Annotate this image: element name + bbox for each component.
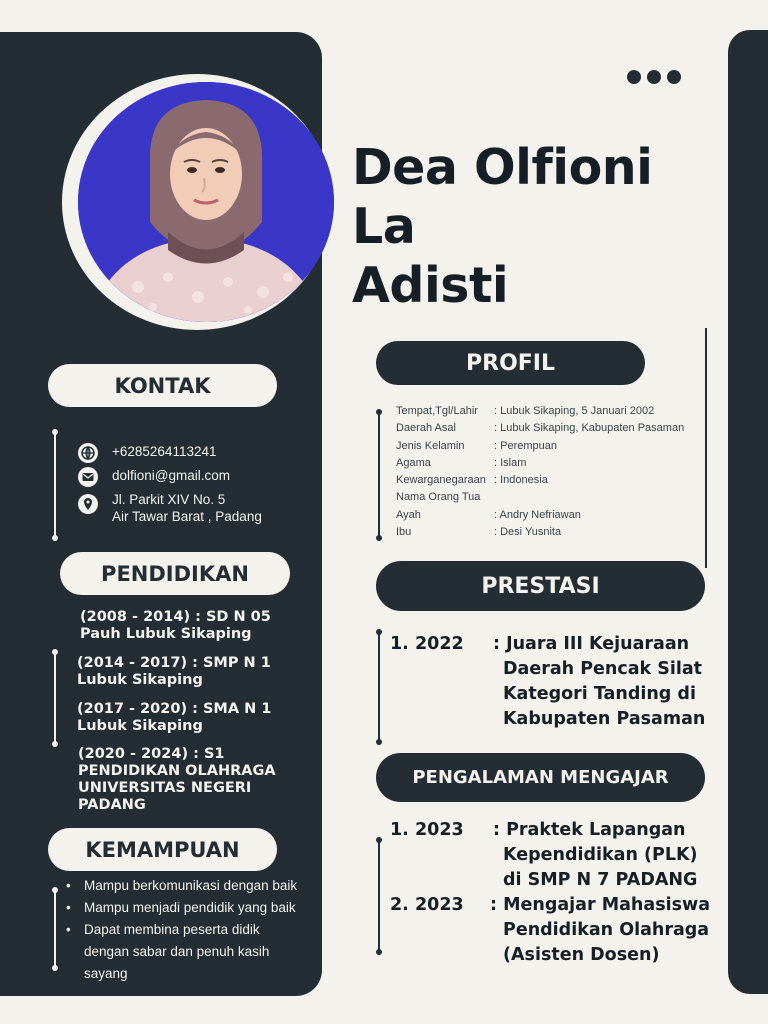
teaching-num: 1. bbox=[390, 820, 409, 840]
skill-item: • Mampu menjadi pendidik yang baik bbox=[66, 900, 296, 915]
name-line-1: Dea Olfioni La bbox=[352, 139, 653, 255]
teaching-desc: : Mengajar Mahasiswa Pendidikan Olahraga (Asisten Dosen) bbox=[490, 895, 710, 965]
kemampuan-heading: KEMAMPUAN bbox=[48, 828, 277, 871]
profil-right-line bbox=[705, 328, 707, 568]
kontak-heading: KONTAK bbox=[48, 364, 277, 407]
profile-row: Ayah : Andry Nefriawan bbox=[396, 509, 581, 521]
profile-row: Agama : Islam bbox=[396, 457, 527, 469]
kemampuan-timeline bbox=[54, 890, 56, 968]
contact-phone bbox=[78, 443, 217, 463]
profile-row: Jenis Kelamin : Perempuan bbox=[396, 440, 557, 452]
education-item: (2017 - 2020) : SMA N 1 Lubuk Sikaping bbox=[77, 701, 272, 734]
teaching-desc: : Praktek Lapangan Kependidikan (PLK) di SMP N 7 PADANG bbox=[493, 820, 698, 890]
pengalaman-timeline bbox=[378, 840, 380, 952]
teaching-year: 2023 bbox=[415, 820, 464, 840]
profile-row: Tempat,Tgl/Lahir : Lubuk Sikaping, 5 Januari 2002 bbox=[396, 405, 655, 417]
profil-timeline bbox=[378, 412, 380, 538]
profile-row: Nama Orang Tua bbox=[396, 491, 481, 503]
globe-icon bbox=[78, 443, 98, 463]
teaching-year: 2023 bbox=[415, 895, 464, 915]
profile-row: Kewarganegaraan : Indonesia bbox=[396, 474, 548, 486]
contact-address bbox=[78, 491, 262, 525]
contact-email-text: dolfioni@gmail.com bbox=[112, 468, 230, 483]
location-pin-icon bbox=[78, 494, 98, 514]
profile-photo bbox=[78, 82, 334, 322]
right-strip bbox=[728, 30, 768, 994]
name-line-2: Adisti bbox=[352, 257, 509, 314]
pendidikan-heading: PENDIDIKAN bbox=[60, 552, 290, 595]
full-name bbox=[352, 138, 732, 315]
prestasi-heading: PRESTASI bbox=[376, 561, 705, 611]
profile-row: Ibu : Desi Yusnita bbox=[396, 526, 562, 538]
profile-row: Daerah Asal : Lubuk Sikaping, Kabupaten Pasaman bbox=[396, 422, 685, 434]
contact-email bbox=[78, 467, 230, 487]
skill-item: • Mampu berkomunikasi dengan baik bbox=[66, 878, 298, 893]
prestasi-timeline bbox=[378, 632, 380, 742]
address-line-1: Jl. Parkit XIV No. 5 bbox=[112, 492, 226, 507]
address-line-2: Air Tawar Barat , Padang bbox=[112, 509, 262, 524]
achievement-year: 2022 bbox=[415, 634, 464, 654]
contact-phone-text: +6285264113241 bbox=[112, 444, 217, 459]
education-item: (2008 - 2014) : SD N 05 Pauh Lubuk Sikaping bbox=[80, 609, 271, 642]
mail-icon bbox=[78, 467, 98, 487]
education-item: (2014 - 2017) : SMP N 1 Lubuk Sikaping bbox=[77, 655, 271, 688]
teaching-num: 2. bbox=[390, 895, 409, 915]
skill-item: • Dapat membina peserta didik dengan sabar dan penuh kasih sayang bbox=[66, 922, 270, 981]
education-item: (2020 - 2024) : S1 PENDIDIKAN OLAHRAGA UNIVERSITAS NEGERI PADANG bbox=[78, 746, 276, 813]
more-dots-icon bbox=[627, 70, 681, 84]
achievement-desc: : Juara III Kejuaraan Daerah Pencak Silat Kategori Tanding di Kabupaten Pasaman bbox=[493, 634, 706, 729]
achievement-num: 1. bbox=[390, 634, 409, 654]
pendidikan-timeline bbox=[54, 652, 56, 744]
profil-heading: PROFIL bbox=[376, 341, 645, 385]
pengalaman-heading: PENGALAMAN MENGAJAR bbox=[376, 753, 705, 802]
kontak-timeline bbox=[54, 432, 56, 538]
